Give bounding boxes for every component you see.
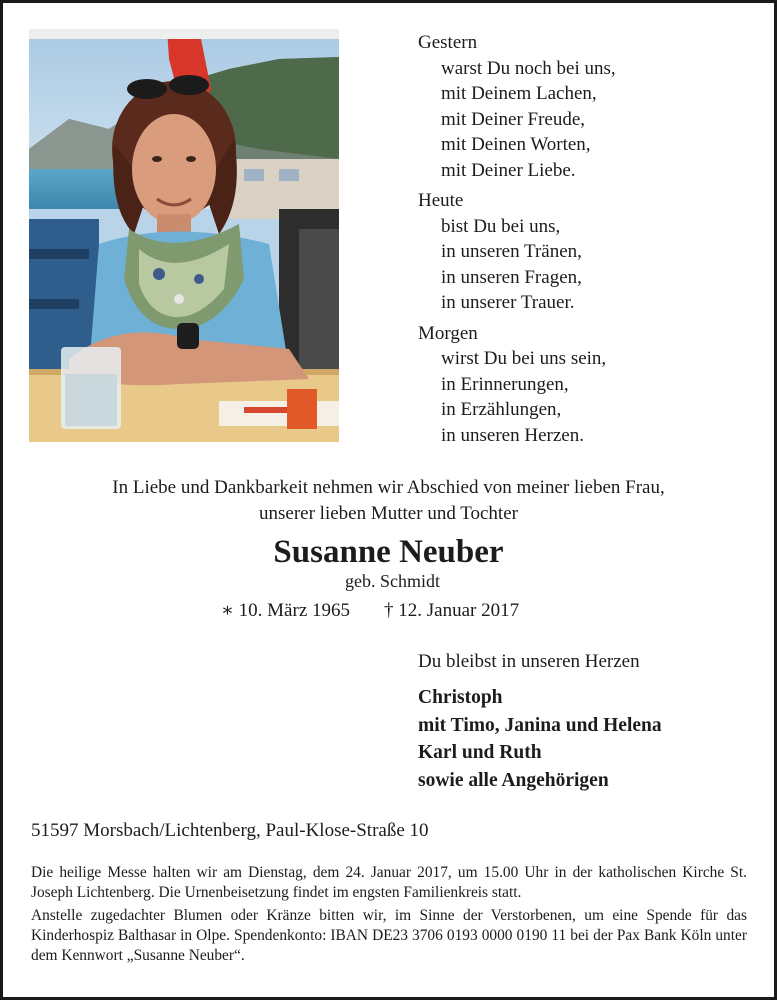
- stanza-line: bist Du bei uns,: [441, 215, 561, 237]
- birth-date: ∗ 10. März 1965: [221, 600, 351, 621]
- stanza-line: mit Deinen Worten,: [441, 134, 591, 155]
- poem-stanza-tomorrow: [418, 321, 616, 449]
- stanza-lead: Morgen: [418, 322, 478, 344]
- mass-note: Die heilige Messe halten wir am Dienstag, dem 24. Januar 2017, um 15.00 Uhr in der katholischen Kirche St. Joseph Lichtenberg. Die Urnenbeisetzung findet im engsten Familienkreis statt.: [31, 864, 747, 901]
- stanza-line: in unseren Tränen,: [441, 241, 582, 262]
- maiden-name: geb. Schmidt: [345, 571, 440, 591]
- portrait-photo: [29, 29, 339, 442]
- portrait-photo-image: [29, 29, 339, 442]
- death-date: † 12. Januar 2017: [384, 600, 520, 621]
- stanza-line: mit Deinem Lachen,: [441, 83, 597, 104]
- family-address: 51597 Morsbach/Lichtenberg, Paul-Klose-Straße 10: [31, 820, 429, 841]
- farewell-intro: [3, 475, 774, 527]
- stanza-lead: Gestern: [418, 32, 478, 53]
- stanza-line: wirst Du bei uns sein,: [441, 348, 607, 369]
- stanza-line: in unserer Trauer.: [441, 292, 575, 313]
- stanza-line: mit Deiner Freude,: [441, 108, 586, 130]
- stanza-lead: Heute: [418, 190, 464, 211]
- service-notes: [31, 863, 747, 969]
- deceased-name: Susanne Neuber: [273, 534, 504, 570]
- poem-stanza-yesterday: [418, 30, 616, 183]
- life-dates: [221, 598, 519, 624]
- stanza-line: in Erzählungen,: [441, 399, 562, 420]
- family-member: mit Timo, Janina und Helena: [418, 714, 662, 736]
- family-signatures: [418, 684, 662, 794]
- family-member: Karl und Ruth: [418, 742, 542, 763]
- stanza-line: in unseren Fragen,: [441, 266, 582, 288]
- stanza-line: warst Du noch bei uns,: [441, 57, 616, 79]
- family-member: Christoph: [418, 687, 503, 708]
- intro-line: In Liebe und Dankbarkeit nehmen wir Abschied von meiner lieben Frau,: [112, 477, 665, 498]
- poem-stanza-today: [418, 188, 616, 316]
- family-member: sowie alle Angehörigen: [418, 769, 609, 791]
- stanza-line: in unseren Herzen.: [441, 424, 584, 446]
- closing-line: Du bleibst in unseren Herzen: [418, 651, 640, 672]
- donation-note: Anstelle zugedachter Blumen oder Kränze bitten wir, im Sinne der Verstorbenen, um eine Spende für das Kinderhospiz Balthasar in Olpe. Spendenkonto: IBAN DE23 3706 0193 0000 0190 11 bei der Pax Bank Köln unter dem Kennwort „Susanne Neuber“.: [31, 907, 747, 964]
- stanza-line: in Erinnerungen,: [441, 373, 569, 395]
- poem: [418, 30, 616, 453]
- intro-line: unserer lieben Mutter und Tochter: [259, 503, 518, 524]
- stanza-line: mit Deiner Liebe.: [441, 159, 576, 181]
